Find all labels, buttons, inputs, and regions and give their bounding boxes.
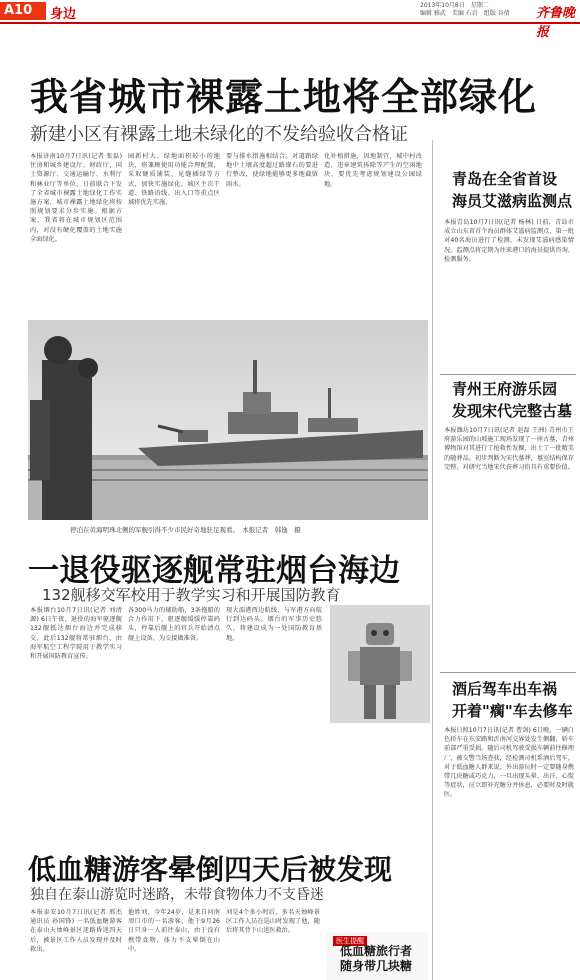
section-name: 身边 xyxy=(50,7,77,22)
doctor-tip-headline xyxy=(340,944,430,974)
sidebar1-rule xyxy=(440,374,576,375)
doctor-tip-tag: 医生提醒 xyxy=(333,936,367,946)
sidebar3-headline xyxy=(452,678,573,722)
sidebar3-body xyxy=(444,726,574,976)
article1-column-3: 要与排水措施相结合。对道路绿地中土壤高度超过路缘石的要进行整改，使绿地能够更多地截留雨水。 xyxy=(226,153,318,188)
date-line xyxy=(420,2,530,18)
header-rule xyxy=(0,22,580,24)
article1-column-2: 园新村大、绿地面积较小的地块，将兼顾使用功能合理配置，采取硬质铺装、见缝插绿等方式，加快实施绿化。城区主次干道、铁路沿线、出入口等重点区域将优先实施。 xyxy=(128,153,220,207)
sidebar3-headline-line1: 酒后驾车出车祸 xyxy=(452,680,558,698)
sidebar2-headline xyxy=(452,378,572,422)
sidebar1-headline xyxy=(452,168,572,212)
date-text: 2013年10月8日 星期二 xyxy=(420,2,489,9)
article2-column-2: 各300马力的辅助船，3条拖船的合力作用下，驱逐舰缓缓停靠码头，停靠后舰上的官兵开始清点舰上设备，为交接做准备。 xyxy=(128,607,220,642)
sidebar3-body-part1: 本报日照10月7日讯(记者 曹剑) 6日晚，一辆白色轿车在东安路和沂南河交界处发生侧翻，轿车前部严重受损。随后司机驾驶受损车辆前往修理厂，被交警当场查获，经检测司机系酒后驾车。 xyxy=(444,727,574,762)
newspaper-logo: 齐鲁晚报 xyxy=(536,6,576,40)
article3-column-3: 刘是4个多小时后，多名天烛峰景区工作人员在巡山时发现了他，随后将其背下山送医救治。 xyxy=(226,909,320,935)
article2-subheadline: 132舰移交军校用于教学实习和开展国防教育 xyxy=(42,586,341,604)
robot-photo-image xyxy=(330,605,430,723)
article2-column-3: 现大湄港西边航线，与军港方向航行到达码头。烟台的军事历史悠久，将建设成为一处国防教育基地。 xyxy=(226,607,322,642)
sidebar3-body-part2: 对于低血糖人群来说，外出游玩时一定要随身携带几块糖或巧克力，一旦出现头晕、出汗、心慌等症状，应立即补充糖分并休息，必要时及时就医。 xyxy=(444,763,574,799)
page-code: A10 xyxy=(4,3,33,18)
sidebar3-headline-line2: 开着"瘸"车去修车 xyxy=(452,702,573,720)
doctor-tip-headline-line1: 低血糖旅行者 xyxy=(340,944,413,958)
article1-column-4: 化补植措施，因地制宜，城中村改造、违章建筑拆除等产生的空闲地块，要优先考虑规划建设公园绿地。 xyxy=(324,153,422,188)
article1-subheadline: 新建小区有裸露土地未绿化的不发给验收合格证 xyxy=(30,124,408,145)
article3-column-1: 本报泰安10月7日讯(记者 邢杰 通讯员 孙国锋) 一名低血糖游客在泰山天烛峰景区迷路昏迷四天后，被景区工作人员发现并及时救出。 xyxy=(30,909,122,953)
article2-column-1: 本报烟台10月7日讯(记者 刘清源) 6日午夜，退役的海军驱逐舰132舰抵达烟台海边并完成移交，此后132舰将常驻烟台，由海军航空工程学院用于教学实习和开展国防教育宣传。 xyxy=(30,607,122,661)
doctor-tip-headline-line2: 随身带几块糖 xyxy=(340,959,413,973)
sidebar2-headline-line1: 青州王府游乐园 xyxy=(452,380,558,398)
article2-headline: 一退役驱逐舰常驻烟台海边 xyxy=(28,553,400,589)
sidebar1-headline-line2: 海员艾滋病监测点 xyxy=(452,192,573,210)
sidebar1-body: 本报青岛10月7日讯(记者 杨林) 日前，青岛市成立山东省首个海员群体艾滋病监测点，第一批对40名海员进行了检测，未发现艾滋病感染情况。监测点将定期为往来港口的海员提供咨询、检测服务。 xyxy=(444,219,574,263)
article1-headline: 我省城市裸露土地将全部绿化 xyxy=(30,75,538,119)
article3-column-2: 他姓刘，今年24岁，是来自河南周口市的一名游客。他于9月26日只身一人前往泰山，由于没有携带食物，体力不支晕倒在山中。 xyxy=(128,909,220,953)
editors-text: 编辑 雅武 美编 石岩 组版 谷倩 xyxy=(420,10,510,17)
warship-photo xyxy=(28,320,428,520)
sidebar2-rule xyxy=(440,672,576,673)
sidebar1-headline-line1: 青岛在全省首设 xyxy=(452,170,558,188)
article3-headline: 低血糖游客晕倒四天后被发现 xyxy=(28,853,393,886)
warship-photo-image xyxy=(28,320,428,520)
robot-photo xyxy=(330,605,430,723)
article1-column-1: 本报济南10月7日讯(记者 张磊) 住房和城乡建设厅、财政厅、国土资源厅、交通运输厅、水利厅和林业厅等单位，日前联合下发了全省城市裸露土地绿化工作实施方案，城市裸露土地绿化将按照规划要求分步实施。根据方案，我省将在城市规划区范围内，对没有硬化覆盖的土地实施全面绿化。 xyxy=(30,153,122,243)
article3-subheadline: 独自在泰山游览时迷路，未带食物体力不支昏迷 xyxy=(30,887,324,903)
sidebar-divider xyxy=(432,140,433,980)
photo-caption: 停泊在黄海明珠北侧的军舰引得不少市民好奇地驻足观看。 本报记者 韩逸 摄 xyxy=(70,526,301,534)
sidebar2-body: 本报潍坊10月7日讯(记者 赵磊 王洲) 青州市王府游乐园的山坡施工现场发现了一座古墓，青州博物馆对其进行了抢救性发掘，出土了一批精美的随葬品。初步判断为宋代墓葬，墓室结构保存完整，对研究当地宋代丧葬习俗具有重要价值。 xyxy=(444,427,574,471)
sidebar2-headline-line2: 发现宋代完整古墓 xyxy=(452,402,573,420)
